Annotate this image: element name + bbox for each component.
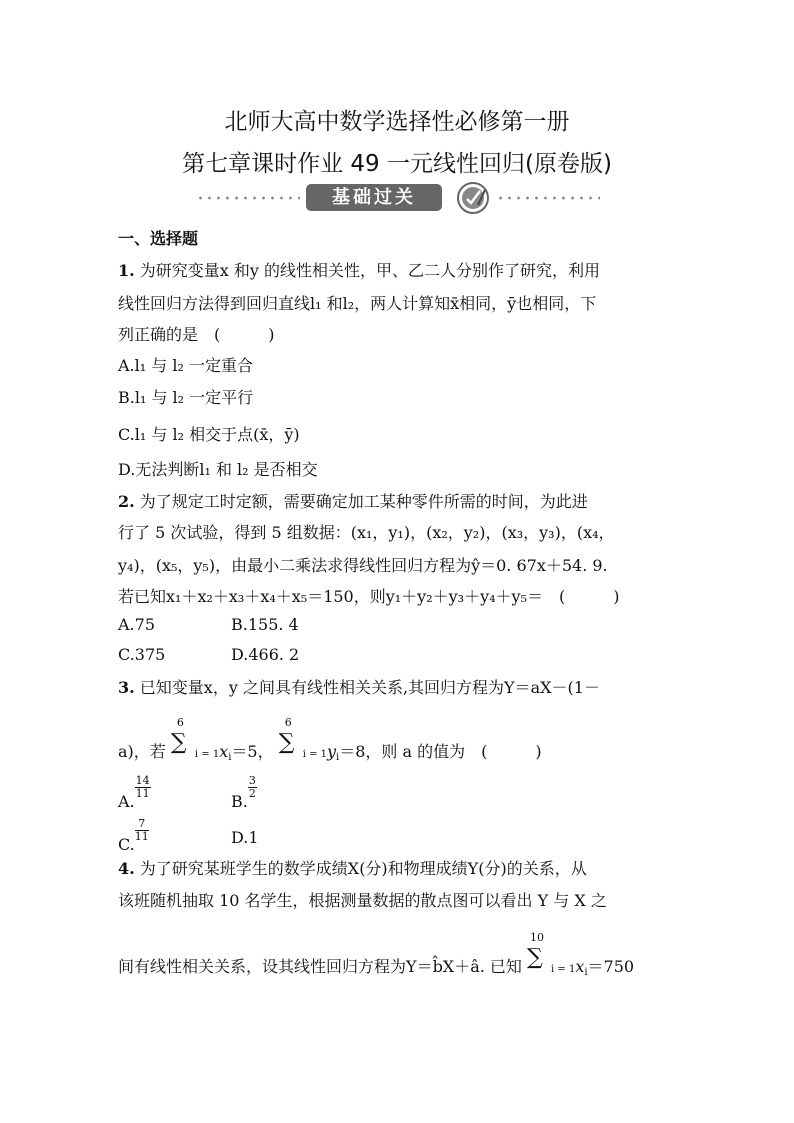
q3-sum-2-value: ＝8，则 a 的值为 ( ) — [339, 742, 542, 761]
q3-number: 3. — [118, 678, 135, 697]
section-heading: 一、选择题 — [118, 229, 199, 248]
fraction-numerator: 7 — [135, 818, 149, 831]
fraction-numerator: 14 — [135, 774, 150, 787]
q4-line3 — [118, 931, 635, 978]
q2-line1 — [118, 489, 588, 512]
q3-option-c-label: C. — [118, 835, 135, 854]
q4-sum-lower: i = 1 — [551, 964, 576, 975]
pencil-badge-icon — [456, 181, 490, 215]
fraction-denominator: 2 — [248, 787, 256, 800]
q3-option-d: D.1 — [231, 828, 259, 847]
q1-option-a: A.l₁ 与 l₂ 一定重合 — [118, 356, 253, 375]
q1-number: 1. — [118, 261, 135, 280]
q3-line1 — [118, 675, 600, 698]
q3-option-c — [118, 818, 149, 854]
q2-line2: 行了 5 次试验，得到 5 组数据：(x₁，y₁)，(x₂，y₂)，(x₃，y₃)，(x₄， — [118, 523, 615, 542]
q1-line3: 列正确的是 ( ) — [118, 325, 275, 344]
fraction-denominator: 11 — [134, 830, 149, 843]
document-subtitle: 第七章课时作业 49 一元线性回归(原卷版) — [182, 151, 612, 177]
q4-text-1: 为了研究某班学生的数学成绩X(分)和物理成绩Y(分)的关系，从 — [139, 859, 587, 878]
q3-sum-1-value: ＝5， — [231, 742, 274, 761]
q4-sum — [527, 931, 551, 978]
fraction-numerator: 3 — [248, 774, 256, 787]
q1-option-d: D.无法判断l₁ 和 l₂ 是否相交 — [118, 460, 318, 479]
q3-option-a-label: A. — [118, 792, 135, 811]
q4-text-3: 间有线性相关关系，设其线性回归方程为Y＝b̂X＋â. 已知 — [118, 957, 522, 976]
q1-text-1: 为研究变量x 和y 的线性相关性，甲、乙二人分别作了研究，利用 — [139, 261, 601, 280]
q3-sum-1-lower: i = 1 — [194, 749, 220, 760]
q4-line1 — [118, 856, 587, 879]
q3-option-b — [231, 775, 257, 811]
q3-sum-1 — [170, 716, 195, 763]
banner-label: 基础过关 — [306, 184, 442, 211]
q3-sum-1-sub: i — [228, 752, 232, 763]
q3-sum-2-lower: i = 1 — [302, 749, 327, 760]
q2-option-b: B.155. 4 — [231, 615, 299, 634]
q3-sum-2-var: y — [327, 742, 337, 761]
document-title: 北师大高中数学选择性必修第一册 — [224, 109, 570, 135]
q3-text-1: 已知变量x，y 之间具有线性相关关系,其回归方程为Y＝aX－(1－ — [139, 678, 600, 697]
q4-line2: 该班随机抽取 10 名学生，根据测量数据的散点图可以看出 Y 与 X 之 — [118, 891, 607, 910]
q3-option-b-fraction — [248, 775, 257, 800]
q4-number: 4. — [118, 859, 135, 878]
q1-option-c: C.l₁ 与 l₂ 相交于点(x̄，ȳ) — [118, 425, 300, 444]
q4-sum-upper: 10 — [530, 931, 545, 944]
dotted-divider-left — [196, 195, 300, 201]
q1-line2: 线性回归方法得到回归直线l₁ 和l₂，两人计算知x̄相同，ȳ也相同，下 — [118, 294, 597, 313]
q3-sum-1-upper: 6 — [176, 716, 184, 729]
sigma-icon: ∑ — [278, 730, 295, 755]
q2-line4: 若已知x₁＋x₂＋x₃＋x₄＋x₅＝150，则y₁＋y₂＋y₃＋y₄＋y₅＝ ( ) — [118, 587, 620, 606]
q2-text-1: 为了规定工时定额，需要确定加工某种零件所需的时间，为此进 — [139, 492, 588, 511]
q2-option-a: A.75 — [118, 615, 155, 634]
q3-sum-2-sub: i — [336, 752, 340, 763]
q3-sum-1-var: x — [219, 742, 229, 761]
q3-sum-2-upper: 6 — [284, 716, 292, 729]
q2-option-d: D.466. 2 — [231, 645, 300, 664]
sigma-icon: ∑ — [170, 730, 187, 755]
q4-sum-var: x — [575, 957, 585, 976]
q2-option-c: C.375 — [118, 645, 166, 664]
dotted-divider-right — [496, 195, 600, 201]
q3-option-c-fraction — [135, 818, 149, 843]
q4-sum-value: ＝750 — [587, 957, 635, 976]
sigma-icon: ∑ — [527, 945, 543, 970]
q3-line2 — [118, 716, 542, 763]
q2-number: 2. — [118, 492, 135, 511]
q3-option-b-label: B. — [231, 792, 248, 811]
q4-sum-sub: i — [584, 967, 588, 978]
q3-sum-2 — [278, 716, 303, 763]
q3-text-2a: a)，若 — [118, 742, 166, 761]
fraction-denominator: 11 — [135, 787, 150, 800]
q1-option-b: B.l₁ 与 l₂ 一定平行 — [118, 388, 254, 407]
q1-line1 — [118, 258, 600, 281]
q3-option-a-fraction — [135, 775, 151, 800]
q2-line3: y₄)，(x₅，y₅)，由最小二乘法求得线性回归方程为ŷ＝0. 67x＋54. 9. — [118, 556, 608, 575]
q3-option-a — [118, 775, 151, 811]
section-banner — [0, 183, 794, 213]
